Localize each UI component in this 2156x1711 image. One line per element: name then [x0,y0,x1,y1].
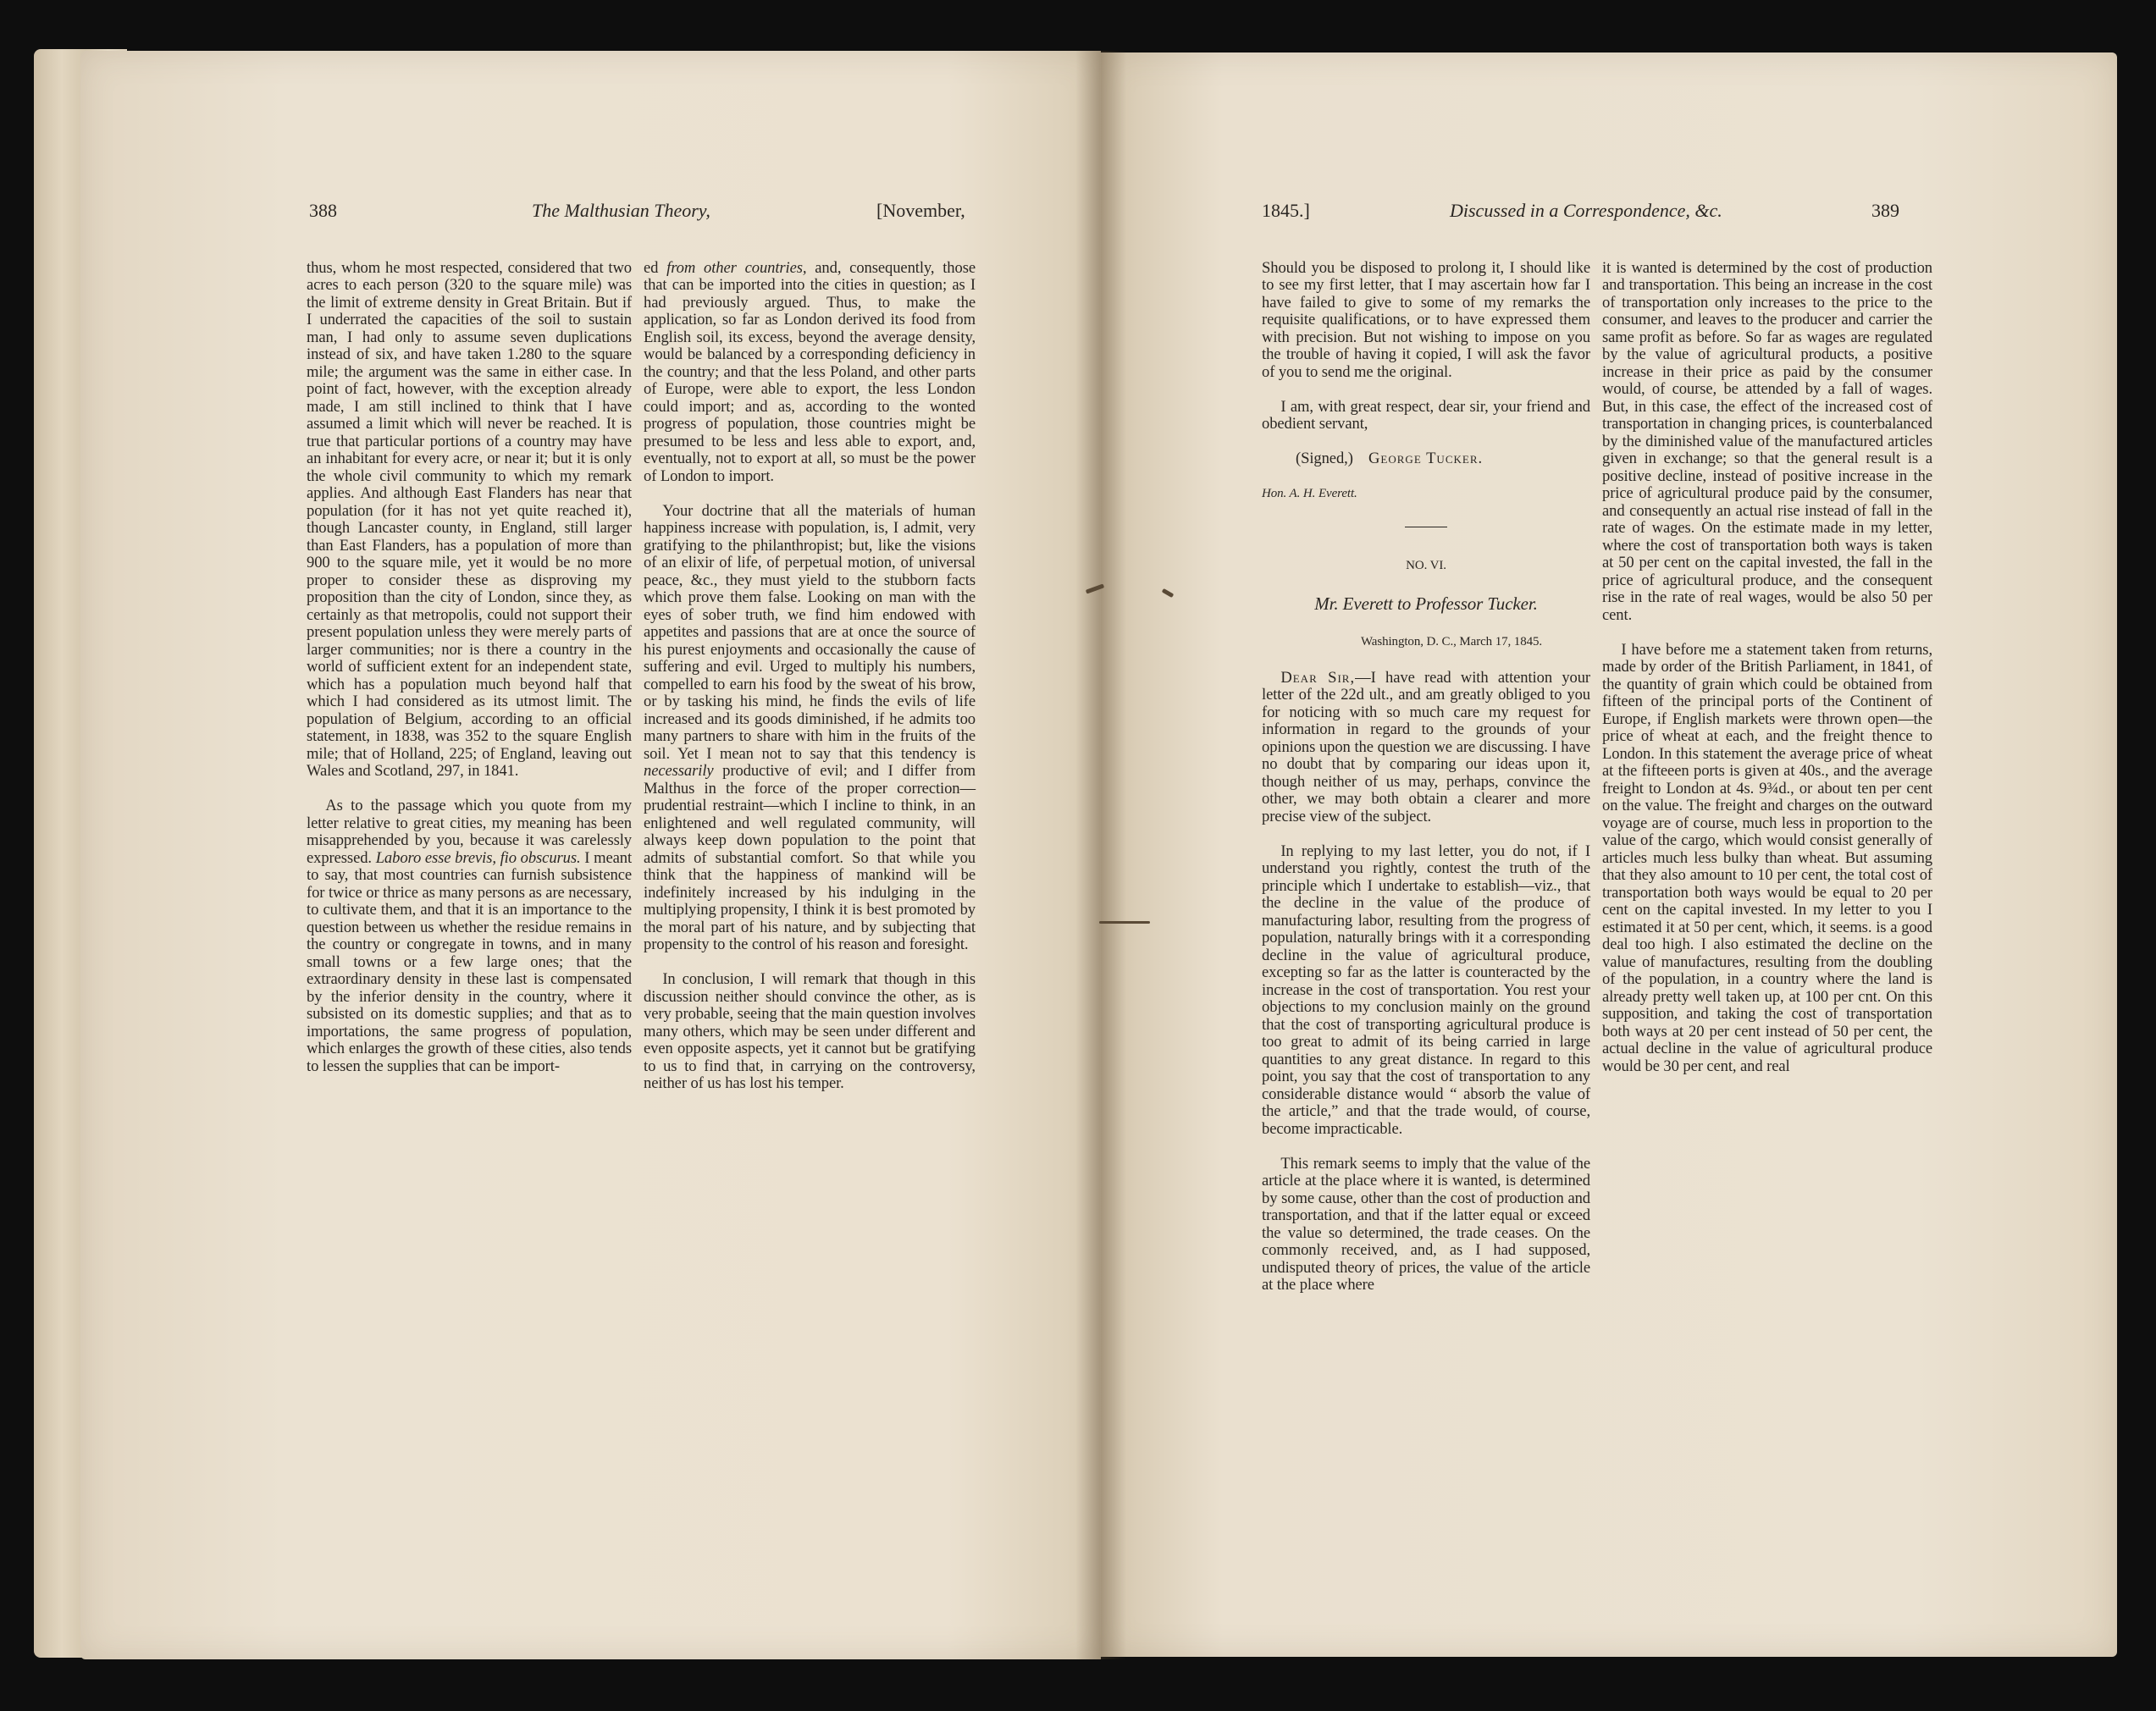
dateline: Washington, D. C., March 17, 1845. [1360,634,1543,649]
left-column-1 [307,242,632,1093]
binding-thread [1099,921,1150,924]
italic-text: from other countries, [666,258,807,277]
year-header: 1845.] [1262,200,1310,221]
page-number: 388 [309,200,337,221]
paragraph [1262,670,1590,826]
text: productive of evil; and I differ from Malthus in the force of the proper correction—prudential restraint—which I incline to think, in an enlightened and well regulated community, will always keep down population to the point that admits of substantial comfort. So that while you think that the happiness of mankind will be indefinitely increased by his indulging in the multiplying propensity, I think it is best promoted by the moral part of his nature, and by subjecting that propensity to the control of his reason and foresight. [644,762,976,953]
right-column-1 [1262,242,1590,1311]
paragraph: thus, whom he most respected, considered that two acres to each person (320 to the square mile) was the limit of extreme density in Great Britain. But if I underrated the capacities of the soil to sustain man, I had only to assume seven duplications instead of six, and have taken 1.280 to the square mile; the argument was the same in either case. In point of fact, however, with the exception already made, I am still inclined to think that I have assumed a limit which will never be reached. It is true that particular portions of a country may have an inhabitant for every acre, or near it; but it is only the whole civil community to which my remark applies. And although East Flanders has near that population (for it has not yet quite reached it), though Lancaster county, in England, still larger than East Flanders, has a population of more than 900 to the square mile, yet it would be no more proper to consider these as disproving my proposition than the city of London, since they, as certainly as that metropolis, could not support their present population unless they were merely parts of larger communities; nor is there a country in the world of sufficient extent for an independent state, which has a population much beyond half that which I had considered as its utmost limit. The population of Belgium, according to an official statement, in 1838, was 352 to the square English mile; that of Holland, 225; of England, leaving out Wales and Scotland, 297, in 1841. [307,258,632,780]
running-month: [November, [876,200,965,221]
signature-line [1262,450,1590,468]
italic-text: necessarily [644,762,714,780]
paragraph [307,798,632,1075]
right-column-2 [1602,242,1932,1093]
paragraph [644,503,976,954]
signer-name: George Tucker. [1368,450,1484,467]
text: ed [644,258,667,277]
text: I meant to say, that most countries can furnish subsistence for twice or thrice as many persons as are necessary, to cultivate them, and that it is an importance to the question between us whether the residue remains in the country or congregate in towns, and in many small towns or a few large ones; that the extraordinary density in these last is compensated by the inferior density in the country, where it subsisted on its domestic supplies; and that as to importations, the same progress of population, which enlarges the growth of these cities, also tends to lessen the supplies that can be import- [307,848,633,1075]
letter-number: NO. VI. [1406,558,1446,572]
page-number: 389 [1871,200,1899,221]
addressee: Hon. A. H. Everett. [1262,487,1357,500]
running-title: The Malthusian Theory, [532,200,710,221]
paragraph: Should you be disposed to prolong it, I should like to see my first letter, that I may ascertain how far I have failed to give to some of my remarks the requisite qualifications, or to have expressed them with precision. But not wishing to impose on you the trouble of having it copied, I will ask the favor of you to send me the original. [1262,258,1590,381]
text: Your doctrine that all the materials of human happiness increase with population, is, I admit, very gratifying to the philanthropist; but, like the visions of an elixir of life, of perpetual motion, of universal peace, &c., they must yield to the stubborn facts which prove them false. Looking on man with the eyes of sober truth, we find him endowed with appetites and passions that are at once the source of his purest enjoyments and occasionally the cause of suffering and evil. Urged to multiply his numbers, compelled to earn his food by the sweat of his brow, or by tasking his mind, he finds the evils of life increased and its goods diminished, if he admits too many partners to share with him in the fruits of the soil. Yet I mean not to say that this tendency is [644,501,976,763]
text: and, consequently, those that can be imported into the cities in question; as I had previously argued. Thus, to make the application, so far as London derived its food from English soil, its excess, beyond the average density, would be balanced by a corresponding deficiency in the country; and that the less Poland, and other parts of Europe, were able to export, the less London could import; and as, according to the wonted progress of population, those countries might be presumed to be less and less able to export, and, eventually, not to export at all, so must be the power of London to import. [644,258,976,485]
letter-title: Mr. Everett to Professor Tucker. [1314,593,1538,614]
paragraph: I have before me a statement taken from returns, made by order of the British Parliament, in 1841, of the quantity of grain which could be obtained from fifteen of the principal ports of the Continent of Europe, if English markets were thrown open—the price of wheat at each, and the freight thence to London. In this statement the average price of wheat at the fifteeen ports is given at 40s., and the average freight to London at 4s. 9¾d., or about ten per cent on the value. The freight and charges on the outward voyage are of course, much less in proportion to the value of the cargo, which would consist generally of articles much less bulky than wheat. But assuming that they also amount to 10 per cent, the total cost of transportation both ways would be equal to 20 per cent on the capital invested. In my letter to you I estimated it at 50 per cent, which, it seems. is a good deal too high. I also estimated the decline on the value of manufactures, resulting from the doubling of the population, in a country where the land is already pretty well taken up, at 100 per cnt. On this supposition, and taking the cost of transportation both ways at 20 per cent instead of 50 per cent, the actual decline in the value of agricultural produce would be 30 per cent, and real [1602,640,1932,1075]
paragraph: This remark seems to imply that the value of the article at the place where it is wanted, is determined by some cause, other than the cost of production and transportation, and that if the latter equal or exceed the value so determined, the trade ceases. On the commonly received, and, as I had supposed, undisputed theory of prices, the value of the article at the place where [1262,1154,1590,1294]
text: As to the passage which you quote from my letter relative to great cities, my meaning has been misapprehended by you, because it was carelessly expressed. [307,797,632,867]
book-gutter [1075,51,1126,1659]
text: —I have read with attention your letter of the 22d ult., and am greatly obliged to you for noticing with so much care my request for information in regard to the grounds of your opinions upon the question we are discussing. I have no doubt that by comparing our ideas upon it, though neither of us may, perhaps, convince the other, we may both obtain a clearer and more precise view of the subject. [1262,668,1590,825]
salutation: Dear Sir, [1280,668,1356,687]
paragraph: I am, with great respect, dear sir, your friend and obedient servant, [1262,397,1590,433]
latin-quote: Laboro esse brevis, fio obscurus. [375,848,581,867]
paragraph: In conclusion, I will remark that though in this discussion neither should convince the other, as is very probable, seeing that the main question involves many others, which may be seen under different and even opposite aspects, yet it cannot but be gratifying to us to find that, in carrying on the controversy, neither of us has lost his temper. [644,970,976,1092]
signed-label: (Signed,) [1296,450,1353,467]
paragraph [644,260,976,486]
paragraph: it is wanted is determined by the cost of production and transportation. This being an increase in the cost of transportation only increases to the price to the consumer, and leaves to the producer and carrier the same profit as before. So far as wages are regulated by the value of agricultural products, a positive increase in their price as paid by the consumer would, of course, be attended by a fall of wages. But, in this case, the effect of the increased cost of transportation in changing prices, is counterbalanced by the diminished value of the manufactured articles given in exchange; so that the general result is a positive decline, instead of positive increase in the price of agricultural produce paid by the consumer, and consequently an actual rise instead of fall in the rate of wages. On the estimate made in my letter, where the cost of transportation both ways is taken at 50 per cent on the capital invested, the fall in the price of agricultural produce, and the consequent rise in the rate of real wages, would be also 50 per cent. [1602,258,1932,624]
left-column-2 [644,242,976,1110]
paragraph: In replying to my last letter, you do not, if I understand you rightly, contest the truth of the principle which I undertake to establish—viz., that the decline in the value of the produce of manufacturing labor, resulting from the progress of population, naturally brings with it a corresponding decline in the value of agricultural produce, excepting so far as the latter is counteracted by the increase in the cost of transportation. You rest your objections to my conclusion mainly on the ground that the cost of transporting agricultural produce is too great to admit of its being carried in large quantities to any great distance. In regard to this point, you say that the cost of transportation to any considerable distance would “ absorb the value of the article,” and that the trade would, of course, become impracticable. [1262,842,1590,1138]
running-title: Discussed in a Correspondence, &c. [1450,200,1722,221]
